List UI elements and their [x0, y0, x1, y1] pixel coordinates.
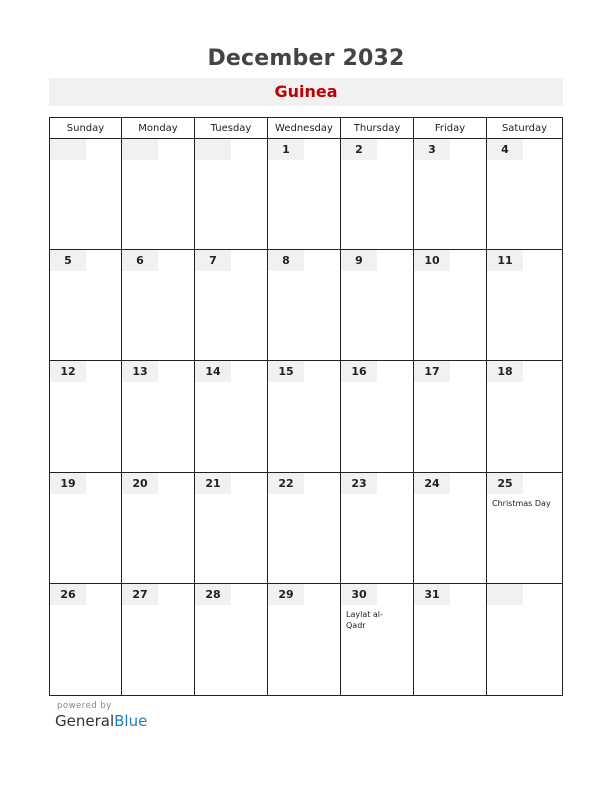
day-number: 22 [268, 473, 304, 494]
day-number: 7 [195, 250, 231, 271]
day-number [50, 139, 86, 160]
day-number: 25 [487, 473, 523, 494]
day-cell [50, 584, 122, 695]
page-title: December 2032 [207, 46, 405, 71]
day-cell [122, 250, 195, 361]
day-number: 9 [341, 250, 377, 271]
day-cell [341, 584, 414, 695]
day-number: 13 [122, 361, 158, 382]
day-cell [414, 584, 487, 695]
day-number: 18 [487, 361, 523, 382]
day-cell [487, 361, 562, 472]
day-cell [50, 139, 122, 250]
day-number: 3 [414, 139, 450, 160]
day-number: 19 [50, 473, 86, 494]
day-number: 17 [414, 361, 450, 382]
weekday-header: Tuesday [195, 118, 268, 139]
day-cell [195, 361, 268, 472]
day-cell [122, 473, 195, 584]
day-cell [414, 250, 487, 361]
day-number [487, 584, 523, 605]
weekday-header: Saturday [487, 118, 562, 139]
generalblue-logo[interactable] [55, 712, 147, 730]
day-cell [195, 250, 268, 361]
day-number [122, 139, 158, 160]
day-number: 31 [414, 584, 450, 605]
day-number: 5 [50, 250, 86, 271]
day-number: 29 [268, 584, 304, 605]
day-cell [487, 473, 562, 584]
powered-by-label: powered by [57, 701, 112, 711]
day-number: 23 [341, 473, 377, 494]
brand-blue-text: Blue [114, 712, 148, 730]
day-cell [487, 139, 562, 250]
day-number: 1 [268, 139, 304, 160]
day-cell [414, 473, 487, 584]
day-cell [268, 139, 341, 250]
day-number [195, 139, 231, 160]
day-cell [487, 584, 562, 695]
day-cell [50, 473, 122, 584]
day-cell [195, 139, 268, 250]
day-number: 20 [122, 473, 158, 494]
day-number: 24 [414, 473, 450, 494]
calendar-grid [49, 117, 563, 696]
day-cell [122, 361, 195, 472]
day-number: 16 [341, 361, 377, 382]
weekday-header: Sunday [50, 118, 122, 139]
brand-general-text: General [55, 712, 115, 730]
weekday-header: Monday [122, 118, 195, 139]
day-cell [414, 139, 487, 250]
day-cell [268, 250, 341, 361]
day-number: 27 [122, 584, 158, 605]
day-cell [122, 139, 195, 250]
day-number: 30 [341, 584, 377, 605]
day-number: 6 [122, 250, 158, 271]
day-number: 12 [50, 361, 86, 382]
day-cell [341, 473, 414, 584]
weekday-header: Friday [414, 118, 487, 139]
country-name: Guinea [274, 82, 338, 101]
day-cell [195, 473, 268, 584]
day-number: 10 [414, 250, 450, 271]
day-number: 15 [268, 361, 304, 382]
day-number: 11 [487, 250, 523, 271]
day-cell [341, 250, 414, 361]
day-number: 8 [268, 250, 304, 271]
day-number: 28 [195, 584, 231, 605]
day-cell [268, 473, 341, 584]
day-number: 2 [341, 139, 377, 160]
day-cell [268, 361, 341, 472]
day-cell [341, 139, 414, 250]
holiday-label: Christmas Day [492, 498, 551, 508]
day-number: 26 [50, 584, 86, 605]
weekday-header: Thursday [341, 118, 414, 139]
day-number: 14 [195, 361, 231, 382]
holiday-label: Laylat al-Qadr [346, 609, 383, 630]
day-cell [50, 361, 122, 472]
day-cell [487, 250, 562, 361]
day-cell [414, 361, 487, 472]
day-cell [50, 250, 122, 361]
day-cell [268, 584, 341, 695]
day-number: 4 [487, 139, 523, 160]
day-cell [195, 584, 268, 695]
country-banner [49, 78, 563, 106]
day-cell [122, 584, 195, 695]
weekday-header: Wednesday [268, 118, 341, 139]
day-number: 21 [195, 473, 231, 494]
day-cell [341, 361, 414, 472]
